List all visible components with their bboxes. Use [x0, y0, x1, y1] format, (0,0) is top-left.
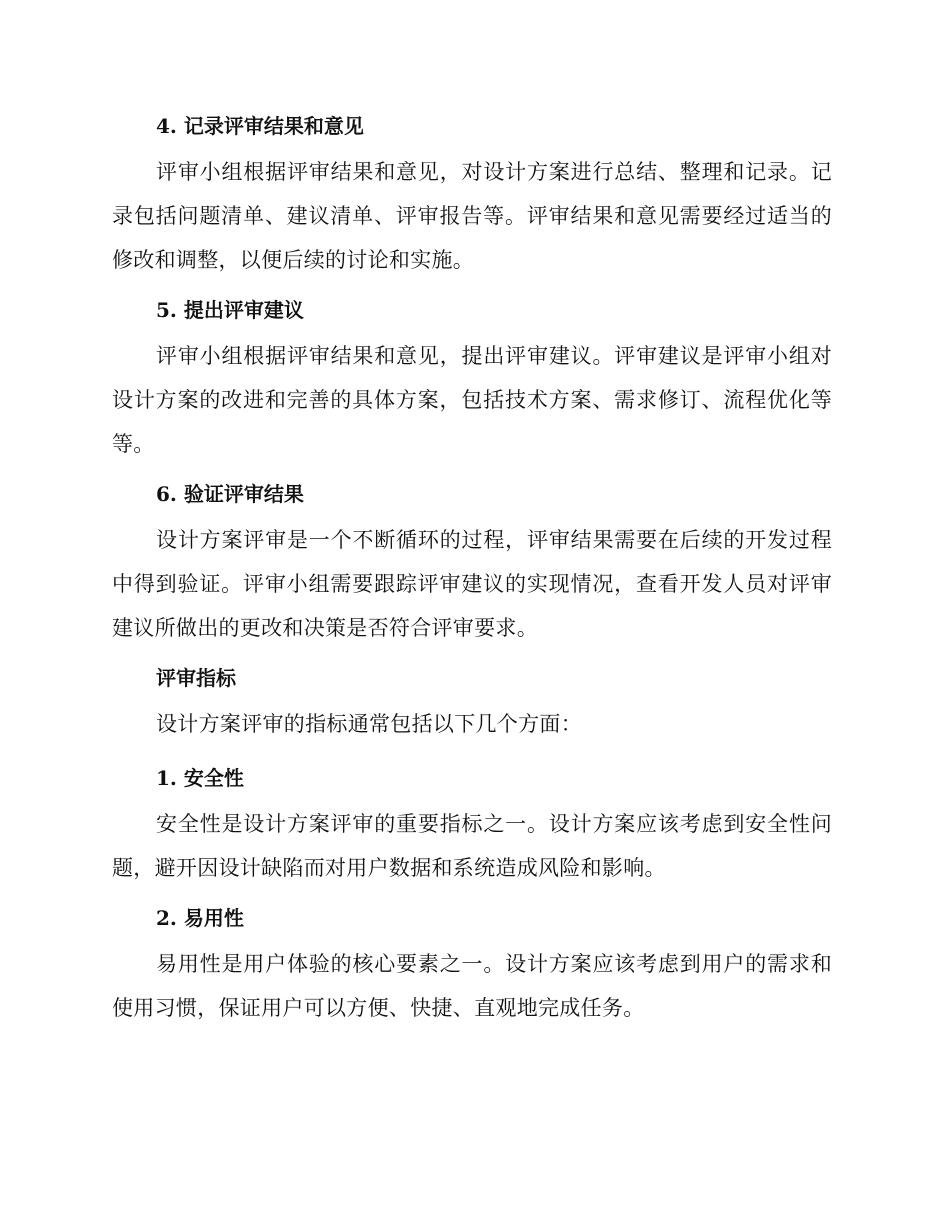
- section-heading-review-metrics: 评审指标: [156, 666, 236, 690]
- section-heading-record-results: 4. 记录评审结果和意见: [156, 114, 364, 138]
- section-paragraph-verify-results: 设计方案评审是一个不断循环的过程，评审结果需要在后续的开发过程中得到验证。评审小组需要跟踪评审建议的实现情况，查看开发人员对评审建议所做出的更改和决策是否符合评审要求。: [112, 528, 832, 640]
- section-paragraph-usability: 易用性是用户体验的核心要素之一。设计方案应该考虑到用户的需求和使用习惯，保证用户可以方便、快捷、直观地完成任务。: [112, 952, 832, 1020]
- document-body: [112, 104, 832, 1036]
- section-paragraph-review-suggestions: 评审小组根据评审结果和意见，提出评审建议。评审建议是评审小组对设计方案的改进和完善的具体方案，包括技术方案、需求修订、流程优化等等。: [112, 344, 832, 456]
- section-paragraph-record-results: 评审小组根据评审结果和意见，对设计方案进行总结、整理和记录。记录包括问题清单、建议清单、评审报告等。评审结果和意见需要经过适当的修改和调整，以便后续的讨论和实施。: [112, 160, 832, 272]
- section-heading-review-suggestions: 5. 提出评审建议: [156, 298, 304, 322]
- section-heading-verify-results: 6. 验证评审结果: [156, 482, 304, 506]
- section-paragraph-review-metrics: 设计方案评审的指标通常包括以下几个方面：: [156, 712, 582, 736]
- section-paragraph-security: 安全性是设计方案评审的重要指标之一。设计方案应该考虑到安全性问题，避开因设计缺陷而对用户数据和系统造成风险和影响。: [112, 812, 832, 880]
- section-heading-security: 1. 安全性: [156, 766, 244, 790]
- section-heading-usability: 2. 易用性: [156, 906, 244, 930]
